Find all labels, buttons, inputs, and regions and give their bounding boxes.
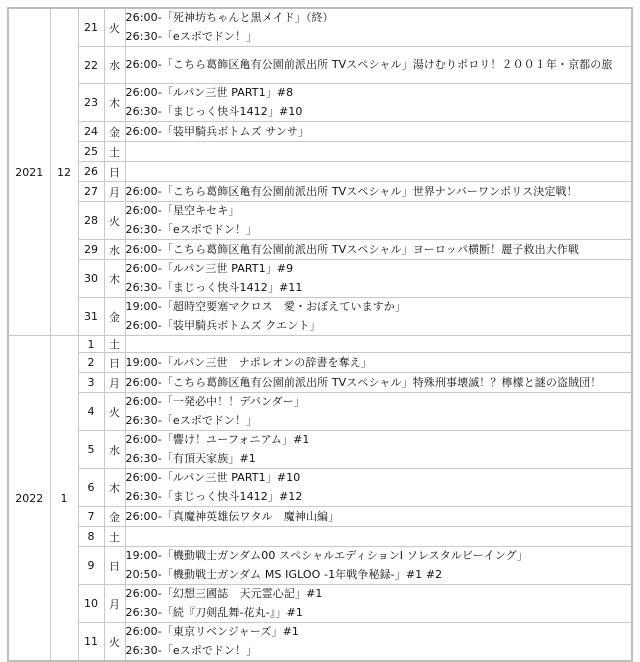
program-entry: 26:00-「こちら葛飾区亀有公園前派出所 TVスペシャル」湯けむりポロリ！２００１年・京都の旅 <box>125 58 613 71</box>
program-entry: 26:00-「こちら葛飾区亀有公園前派出所 TVスペシャル」ヨーロッパ横断！麗子救出大作戦 <box>125 243 579 256</box>
program-entry: 26:30-「eスポでドン！」 <box>125 29 258 43</box>
program-entry: 26:00-「ルパン三世 PART1」#8 <box>125 86 294 99</box>
schedule-row <box>8 547 632 585</box>
day-cell: 26 <box>78 162 104 182</box>
weekday-cell: 日 <box>104 353 125 373</box>
day-cell: 23 <box>78 84 104 122</box>
programs-cell <box>125 585 632 623</box>
schedule-row <box>8 527 632 547</box>
programs-cell <box>125 202 632 240</box>
program-entry: 26:30-「eスポでドン！」 <box>125 413 258 427</box>
weekday-cell: 火 <box>104 8 125 47</box>
program-entry: 19:00-「超時空要塞マクロス 愛・おぼえていますか」 <box>125 300 406 313</box>
programs-cell <box>125 47 632 84</box>
weekday-cell: 金 <box>104 298 125 336</box>
day-cell: 9 <box>78 547 104 585</box>
broadcast-schedule-table <box>7 7 633 662</box>
weekday-cell: 土 <box>104 142 125 162</box>
day-cell: 21 <box>78 8 104 47</box>
month-cell: 1 <box>50 336 78 662</box>
day-cell: 10 <box>78 585 104 623</box>
programs-cell <box>125 431 632 469</box>
programs-cell <box>125 527 632 547</box>
programs-cell <box>125 336 632 353</box>
schedule-row <box>8 336 632 353</box>
program-entry: 26:00-「装甲騎兵ボトムズ クエント」 <box>125 318 321 332</box>
program-entry: 26:30-「eスポでドン！」 <box>125 222 258 236</box>
month-cell: 12 <box>50 8 78 336</box>
weekday-cell: 水 <box>104 431 125 469</box>
programs-cell <box>125 182 632 202</box>
program-entry: 26:30-「まじっく快斗1412」#10 <box>125 104 303 118</box>
day-cell: 24 <box>78 122 104 142</box>
programs-cell <box>125 240 632 260</box>
weekday-cell: 月 <box>104 373 125 393</box>
schedule-row <box>8 260 632 298</box>
programs-cell <box>125 469 632 507</box>
schedule-body <box>8 8 632 661</box>
program-entry: 26:30-「有頂天家族」#1 <box>125 451 256 465</box>
program-entry: 26:00-「東京リベンジャーズ」#1 <box>125 625 300 638</box>
day-cell: 31 <box>78 298 104 336</box>
day-cell: 22 <box>78 47 104 84</box>
day-cell: 30 <box>78 260 104 298</box>
program-entry: 26:00-「装甲騎兵ボトムズ サンサ」 <box>125 125 310 138</box>
schedule-row <box>8 47 632 84</box>
programs-cell <box>125 122 632 142</box>
day-cell: 3 <box>78 373 104 393</box>
program-entry: 26:00-「幻想三國誌 天元霊心記」#1 <box>125 587 323 600</box>
program-entry: 26:00-「こちら葛飾区亀有公園前派出所 TVスペシャル」世界ナンバーワンポリス決定戦！ <box>125 185 578 198</box>
program-entry: 26:00-「星空キセキ」 <box>125 204 240 217</box>
program-entry: 26:00-「ルパン三世 PART1」#9 <box>125 262 294 275</box>
day-cell: 27 <box>78 182 104 202</box>
programs-cell <box>125 353 632 373</box>
program-entry: 26:00-「こちら葛飾区亀有公園前派出所 TVスペシャル」特殊刑事壊滅！？檸檬と謎の盗賊団！ <box>125 376 602 389</box>
program-entry: 19:00-「ルパン三世 ナポレオンの辞書を奪え」 <box>125 356 372 369</box>
weekday-cell: 土 <box>104 527 125 547</box>
year-cell: 2022 <box>8 336 50 662</box>
day-cell: 4 <box>78 393 104 431</box>
day-cell: 2 <box>78 353 104 373</box>
schedule-row <box>8 431 632 469</box>
schedule-row <box>8 298 632 336</box>
programs-cell <box>125 298 632 336</box>
programs-cell <box>125 393 632 431</box>
weekday-cell: 水 <box>104 240 125 260</box>
programs-cell <box>125 162 632 182</box>
program-entry: 26:00-「響け！ユーフォニアム」#1 <box>125 433 310 446</box>
program-entry: 26:00-「ルパン三世 PART1」#10 <box>125 471 301 484</box>
weekday-cell: 日 <box>104 547 125 585</box>
weekday-cell: 火 <box>104 393 125 431</box>
programs-cell <box>125 260 632 298</box>
day-cell: 5 <box>78 431 104 469</box>
programs-cell <box>125 547 632 585</box>
day-cell: 11 <box>78 623 104 662</box>
program-entry: 26:30-「まじっく快斗1412」#12 <box>125 489 303 503</box>
weekday-cell: 木 <box>104 84 125 122</box>
schedule-row <box>8 8 632 47</box>
schedule-row <box>8 373 632 393</box>
weekday-cell: 水 <box>104 47 125 84</box>
day-cell: 7 <box>78 507 104 527</box>
day-cell: 8 <box>78 527 104 547</box>
programs-cell <box>125 507 632 527</box>
schedule-row <box>8 84 632 122</box>
day-cell: 25 <box>78 142 104 162</box>
weekday-cell: 金 <box>104 507 125 527</box>
programs-cell <box>125 84 632 122</box>
weekday-cell: 木 <box>104 469 125 507</box>
programs-cell <box>125 142 632 162</box>
program-entry: 26:30-「eスポでドン！」 <box>125 643 258 657</box>
program-entry: 26:30-「まじっく快斗1412」#11 <box>125 280 303 294</box>
programs-cell <box>125 8 632 47</box>
year-cell: 2021 <box>8 8 50 336</box>
schedule-row <box>8 469 632 507</box>
schedule-row <box>8 585 632 623</box>
weekday-cell: 火 <box>104 202 125 240</box>
program-entry: 26:00-「死神坊ちゃんと黒メイド」（終） <box>125 11 334 24</box>
program-entry: 20:50-「機動戦士ガンダム MS IGLOO -1年戦争秘録-」#1 #2 <box>125 567 443 581</box>
schedule-row <box>8 162 632 182</box>
weekday-cell: 火 <box>104 623 125 662</box>
schedule-row <box>8 122 632 142</box>
program-entry: 26:00-「真魔神英雄伝ワタル 魔神山編」 <box>125 510 340 523</box>
schedule-row <box>8 623 632 662</box>
schedule-row <box>8 507 632 527</box>
program-entry: 26:00-「一発必中！！デバンダー」 <box>125 395 305 408</box>
weekday-cell: 日 <box>104 162 125 182</box>
programs-cell <box>125 373 632 393</box>
schedule-row <box>8 182 632 202</box>
day-cell: 6 <box>78 469 104 507</box>
program-entry: 19:00-「機動戦士ガンダム00 スペシャルエディションⅠ ソレスタルビーイング」 <box>125 549 528 562</box>
weekday-cell: 月 <box>104 182 125 202</box>
weekday-cell: 土 <box>104 336 125 353</box>
weekday-cell: 月 <box>104 585 125 623</box>
programs-cell <box>125 623 632 662</box>
weekday-cell: 金 <box>104 122 125 142</box>
program-entry: 26:30-「続『刀剣乱舞-花丸-』」#1 <box>125 605 303 619</box>
schedule-row <box>8 393 632 431</box>
weekday-cell: 木 <box>104 260 125 298</box>
schedule-row <box>8 142 632 162</box>
day-cell: 1 <box>78 336 104 353</box>
day-cell: 29 <box>78 240 104 260</box>
day-cell: 28 <box>78 202 104 240</box>
schedule-row <box>8 353 632 373</box>
schedule-row <box>8 202 632 240</box>
schedule-row <box>8 240 632 260</box>
